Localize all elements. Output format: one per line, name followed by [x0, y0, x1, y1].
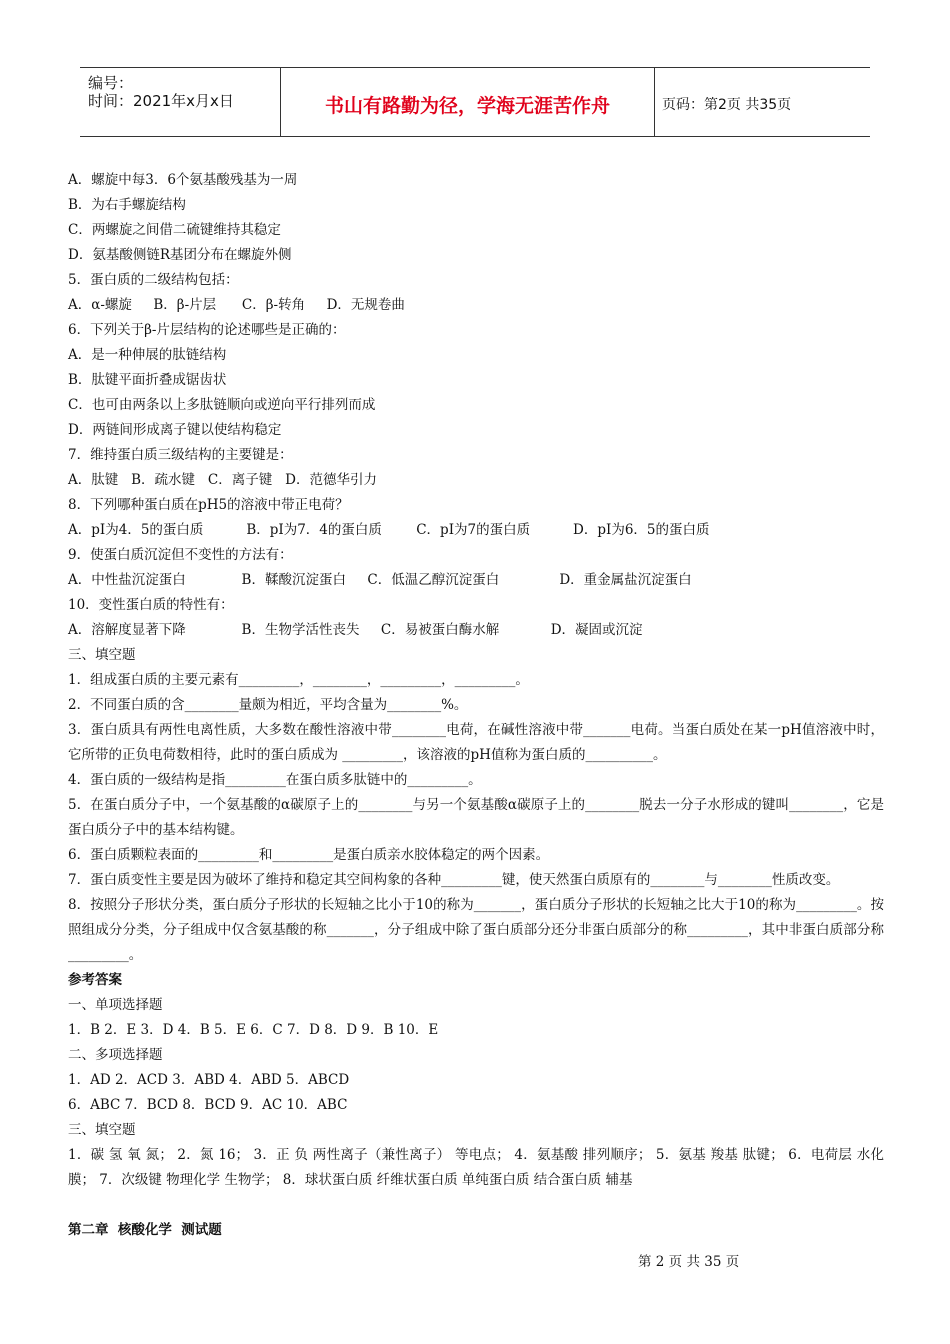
answer-section-heading: 一、单项选择题 — [68, 997, 163, 1013]
spacer — [68, 1193, 884, 1218]
answer-line: 6．ABC 7．BCD 8．BCD 9．AC 10．ABC — [68, 1097, 348, 1113]
fill-blank-question: 5．在蛋白质分子中，一个氨基酸的α碳原子上的________与另一个氨基酸α碳原子上的________脱去一分子水形成的键叫________，它是蛋白质分子中的基本结构键。 — [68, 797, 884, 838]
options-line: A．溶解度显著下降 B．生物学活性丧失 C．易被蛋白酶水解 D．凝固或沉淀 — [68, 622, 643, 638]
text-line: A．螺旋中每3．6个氨基酸残基为一周 — [68, 172, 298, 188]
fill-blank-question: 2．不同蛋白质的含________量颇为相近，平均含量为________%。 — [68, 697, 468, 713]
text-line: A．是一种伸展的肽链结构 — [68, 347, 227, 363]
answer-section-heading: 二、多项选择题 — [68, 1047, 163, 1063]
text-line: B．为右手螺旋结构 — [68, 197, 186, 213]
header-center-cell — [280, 68, 655, 136]
header-left-cell — [80, 68, 280, 136]
text-line: D．两链间形成离子键以使结构稳定 — [68, 422, 282, 438]
fill-blank-question: 3．蛋白质具有两性电离性质，大多数在酸性溶液中带________电荷，在碱性溶液中带_______电荷。当蛋白质处在某一pH值溶液中时，它所带的正负电荷数相待，此时的蛋白质成为 _________，该溶液的pH值称为蛋白质的__________。 — [68, 722, 884, 763]
text-line: D．氨基酸侧链R基团分布在螺旋外侧 — [68, 247, 292, 263]
question-line: 8．下列哪种蛋白质在pH5的溶液中带正电荷？ — [68, 497, 349, 513]
question-line: 9．使蛋白质沉淀但不变性的方法有： — [68, 547, 293, 563]
fill-blank-question: 6．蛋白质颗粒表面的_________和_________是蛋白质亲水胶体稳定的两个因素。 — [68, 847, 550, 863]
question-line: 5．蛋白质的二级结构包括： — [68, 272, 239, 288]
answers-title: 参考答案 — [68, 972, 122, 988]
text-line: B．肽键平面折叠成锯齿状 — [68, 372, 227, 388]
header-right-cell — [654, 68, 870, 136]
answer-line: 1．B 2．E 3．D 4．B 5．E 6．C 7．D 8．D 9．B 10．E — [68, 1022, 439, 1038]
document-number-label: 编号： — [88, 74, 134, 92]
fill-blank-answers: 1．碳 氢 氧 氮； 2．氮 16； 3．正 负 两性离子（兼性离子） 等电点； 4．氨基酸 排列顺序； 5．氨基 羧基 肽键； 6．电荷层 水化膜； 7．次级键 物理化学 生物学； 8．球状蛋白质 纤维状蛋白质 单纯蛋白质 结合蛋白质 辅基 — [68, 1147, 884, 1188]
document-body — [68, 168, 884, 1243]
header-page-info: 页码：第2页 共35页 — [662, 97, 792, 113]
options-line: A．α-螺旋 B．β-片层 C．β-转角 D．无规卷曲 — [68, 297, 405, 313]
fill-blank-question: 1．组成蛋白质的主要元素有_________，________，_________，_________。 — [68, 672, 529, 688]
fill-blank-question: 8．按照分子形状分类，蛋白质分子形状的长短轴之比小于10的称为_______，蛋白质分子形状的长短轴之比大于10的称为_________。按照组成分分类，分子组成中仅含氨基酸的称_______，分子组成中除了蛋白质部分还分非蛋白质部分的称_________，其中非蛋白质部分称_________。 — [68, 897, 884, 963]
options-line: A．中性盐沉淀蛋白 B．鞣酸沉淀蛋白 C．低温乙醇沉淀蛋白 D．重金属盐沉淀蛋白 — [68, 572, 692, 588]
page-header — [80, 67, 870, 137]
header-motto: 书山有路勤为径，学海无涯苦作舟 — [324, 95, 610, 117]
page-footer: 第 2 页 共 35 页 — [638, 1254, 740, 1270]
fill-blank-question: 7．蛋白质变性主要是因为破坏了维持和稳定其空间构象的各种_________键，使天然蛋白质原有的________与________性质改变。 — [68, 872, 840, 888]
section-heading: 三、填空题 — [68, 647, 136, 663]
options-line: A．肽键 B．疏水键 C．离子键 D．范德华引力 — [68, 472, 377, 488]
question-line: 7．维持蛋白质三级结构的主要键是： — [68, 447, 293, 463]
question-line: 10．变性蛋白质的特性有： — [68, 597, 234, 613]
fill-blank-question: 4．蛋白质的一级结构是指_________在蛋白质多肽链中的_________。 — [68, 772, 482, 788]
question-line: 6．下列关于β-片层结构的论述哪些是正确的： — [68, 322, 346, 338]
text-line: C．两螺旋之间借二硫键维持其稳定 — [68, 222, 281, 238]
document-date-label: 时间：2021年x月x日 — [88, 92, 234, 110]
answer-line: 1．AD 2．ACD 3．ABD 4．ABD 5．ABCD — [68, 1072, 350, 1088]
options-line: A．pI为4．5的蛋白质 B．pI为7．4的蛋白质 C．pI为7的蛋白质 D．pI为6．5的蛋白质 — [68, 522, 710, 538]
text-line: C．也可由两条以上多肽链顺向或逆向平行排列而成 — [68, 397, 376, 413]
chapter-title: 第二章 核酸化学 测试题 — [68, 1222, 222, 1238]
answer-section-heading: 三、填空题 — [68, 1122, 136, 1138]
